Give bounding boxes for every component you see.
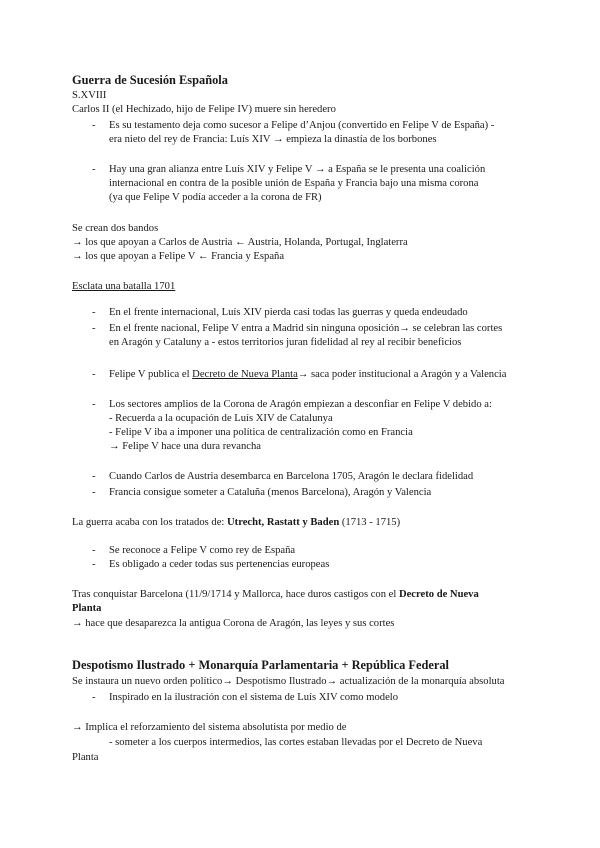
bullet-dash: -: [92, 471, 96, 482]
century-label: S.XVIII: [72, 90, 107, 101]
bullet-b4-line3: - Felipe V iba a imponer una política de centralización como en Francia: [109, 427, 413, 438]
bullet-dash: -: [92, 399, 96, 410]
bandos-intro: Se crean dos bandos: [72, 223, 159, 234]
bando-felipe: → los que apoyan a Felipe V ← Francia y España: [72, 251, 285, 262]
despotismo-line2: → Implica el reforzamiento del sistema absolutista por medio de: [72, 722, 347, 733]
bullet-dash: -: [92, 307, 96, 318]
bullet-b5: Cuando Carlos de Austria desembarca en Barcelona 1705, Aragón le declara fidelidad: [109, 471, 474, 482]
bullet-dash: -: [92, 487, 96, 498]
despotismo-bullet: Inspirado en la ilustración con el sistema de Luís XIV como modelo: [109, 692, 399, 703]
bullet-dash: -: [92, 164, 96, 175]
bullet-a1-line2: era nieto del rey de Francia: Luís XIV → empieza la dinastía de los borbones: [109, 134, 437, 145]
bullet-dash: -: [92, 545, 96, 556]
tratados-pre: La guerra acaba con los tratados de:: [72, 517, 228, 528]
despotismo-line4: Planta: [72, 752, 99, 763]
bullet-b4-line1: Los sectores amplios de la Corona de Aragón empiezan a desconfiar en Felipe V debido a:: [109, 399, 492, 410]
bullet-a2-line1: Hay una gran alianza entre Luís XIV y Felipe V → a España se le presenta una coalición: [109, 164, 486, 175]
bullet-dash: -: [92, 559, 96, 570]
bullet-a2-line3: (ya que Felipe V podía acceder a la corona de FR): [109, 192, 322, 203]
bullet-b3-post: → saca poder institucional a Aragón y a Valencia: [297, 369, 507, 380]
tras-pre: Tras conquistar Barcelona (11/9/1714 y Mallorca, hace duros castigos con el: [72, 589, 399, 600]
tras-line2: Planta: [72, 603, 102, 614]
bullet-b4-line4: → Felipe V hace una dura revancha: [109, 441, 261, 452]
bullet-dash: -: [92, 323, 96, 334]
bullet-b2-line1: En el frente nacional, Felipe V entra a Madrid sin ninguna oposición→ se celebran las cortes: [109, 323, 503, 334]
bullet-b6: Francia consigue someter a Cataluña (menos Barcelona), Aragón y Valencia: [109, 487, 432, 498]
tras-line1: [72, 588, 479, 601]
bullet-dash: -: [92, 369, 96, 380]
tratados-years: (1713 - 1715): [339, 517, 401, 528]
bullet-a2-line2: internacional en contra de la posible unión de España y Francia bajo una misma corona: [109, 178, 479, 189]
tratados-line: [72, 516, 400, 529]
bullet-a1-line1: Es su testamento deja como sucesor a Felipe d’Anjou (convertido en Felipe V de España) -: [109, 120, 495, 131]
bullet-b4-line2: - Recuerda a la ocupación de Luís XIV de Catalunya: [109, 413, 333, 424]
bullet-b2-line2: en Aragón y Cataluny a - estos territorios juran fidelidad al rey al recibir beneficios: [109, 337, 462, 348]
bullet-c1: Se reconoce a Felipe V como rey de España: [109, 545, 296, 556]
decreto-link: Decreto de Nueva Planta: [192, 369, 298, 380]
section-title-guerra: Guerra de Sucesión Española: [72, 73, 228, 87]
intro-line: Carlos II (el Hechizado, hijo de Felipe IV) muere sin heredero: [72, 104, 336, 115]
despotismo-line3: - someter a los cuerpos intermedios, las cortes estaban llevadas por el Decreto de Nueva: [109, 737, 483, 748]
bando-carlos: → los que apoyan a Carlos de Austria ← Austria, Holanda, Portugal, Inglaterra: [72, 237, 408, 248]
batalla-heading: Esclata una batalla 1701: [72, 281, 176, 292]
tras-line3: → hace que desaparezca la antigua Corona de Aragón, las leyes y sus cortes: [72, 618, 395, 629]
section-title-despotismo: Despotismo Ilustrado + Monarquía Parlamentaria + República Federal: [72, 658, 449, 672]
bullet-dash: -: [92, 120, 96, 131]
bullet-c2: Es obligado a ceder todas sus pertenencias europeas: [109, 559, 330, 570]
bullet-dash: -: [92, 692, 96, 703]
bullet-b1: En el frente internacional, Luís XIV pierda casi todas las guerras y queda endeudado: [109, 307, 468, 318]
bullet-b3: [109, 368, 506, 381]
bullet-b3-pre: Felipe V publica el: [109, 369, 193, 380]
tras-bold: Decreto de Nueva: [398, 589, 479, 600]
tratados-names: Utrecht, Rastatt y Baden: [227, 517, 340, 528]
despotismo-line1: Se instaura un nuevo orden político→ Despotismo Ilustrado→ actualización de la monarquía absoluta: [72, 676, 505, 687]
